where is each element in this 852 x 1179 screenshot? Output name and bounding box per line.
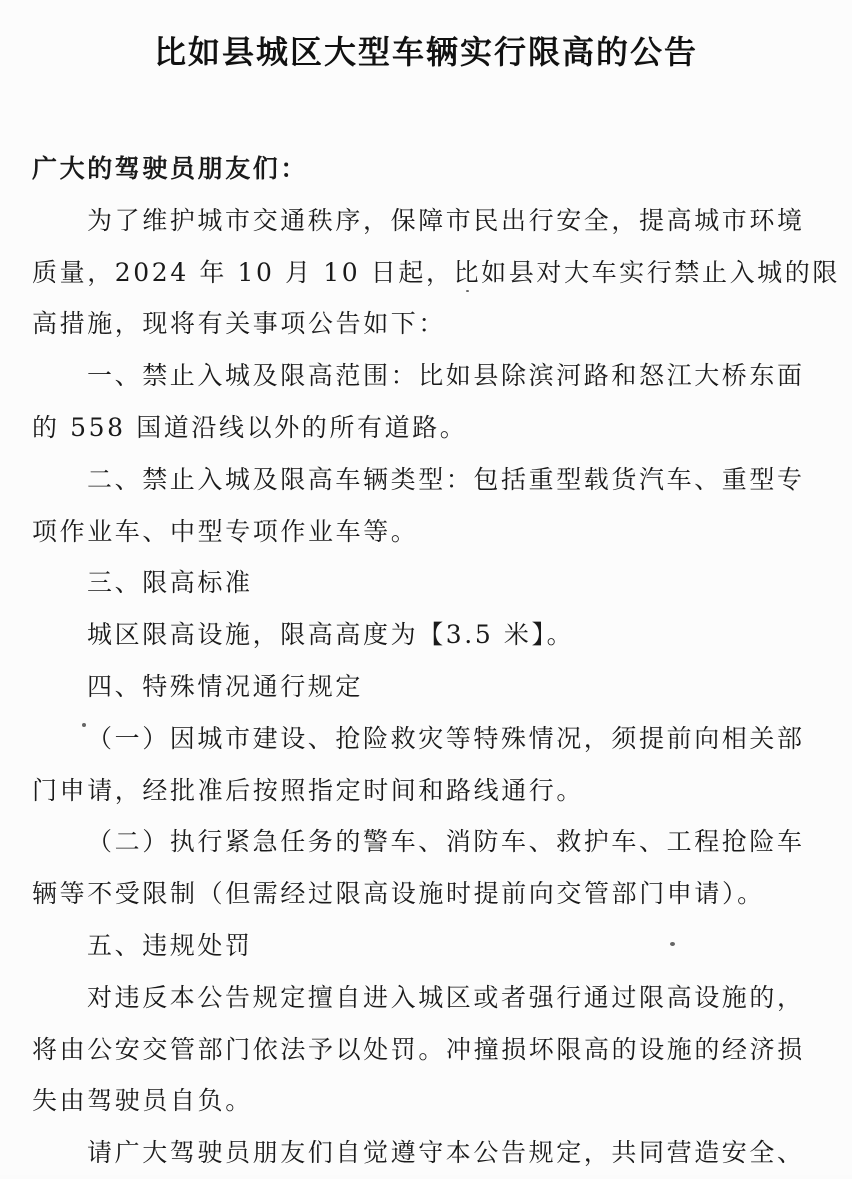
document-body [32,143,840,1179]
section-heading: 三、限高标准 [87,568,253,598]
salutation: 广大的驾驶员朋友们： [32,154,309,183]
paragraph-line: 二、禁止入城及限高车辆类型：包括重型载货汽车、重型专 [87,464,805,494]
paragraph-line: 辆等不受限制（但需经过限高设施时提前向交管部门申请）。 [32,879,765,909]
section-heading: 四、特殊情况通行规定 [87,671,364,701]
section-heading: 五、违规处罚 [87,930,253,960]
paragraph-line: 项作业车、中型专项作业车等。 [32,516,419,546]
paragraph-line: 对违反本公告规定擅自进入城区或者强行通过限高设施的， [87,982,805,1012]
paragraph-line: 门申请，经批准后按照指定时间和路线通行。 [32,775,585,805]
paragraph-line: 城区限高设施，限高高度为【3.5 米】。 [87,620,575,650]
scan-speck [466,290,469,292]
document-title: 比如县城区大型车辆实行限高的公告 [153,33,698,71]
paragraph-line: 高措施，现将有关事项公告如下： [32,309,447,339]
paragraph-line: （二）执行紧急任务的警车、消防车、救护车、工程抢险车 [87,827,805,857]
paragraph-line: 请广大驾驶员朋友们自觉遵守本公告规定，共同营造安全、 [87,1138,805,1168]
paragraph-line: 质量，2024 年 10 月 10 日起，比如县对大车实行禁止入城的限 [32,257,840,287]
paragraph-line: 的 558 国道沿线以外的所有道路。 [32,412,468,442]
scan-speck [82,723,86,727]
scan-speck [670,942,675,946]
paragraph-line: 失由驾驶员自负。 [32,1086,253,1116]
paragraph-line: 一、禁止入城及限高范围：比如县除滨河路和怒江大桥东面 [87,361,805,391]
paragraph-line: 将由公安交管部门依法予以处罚。冲撞损坏限高的设施的经济损 [32,1034,805,1064]
paragraph-line: （一）因城市建设、抢险救灾等特殊情况，须提前向相关部 [87,723,805,753]
paragraph-line: 为了维护城市交通秩序，保障市民出行安全，提高城市环境 [87,205,805,235]
